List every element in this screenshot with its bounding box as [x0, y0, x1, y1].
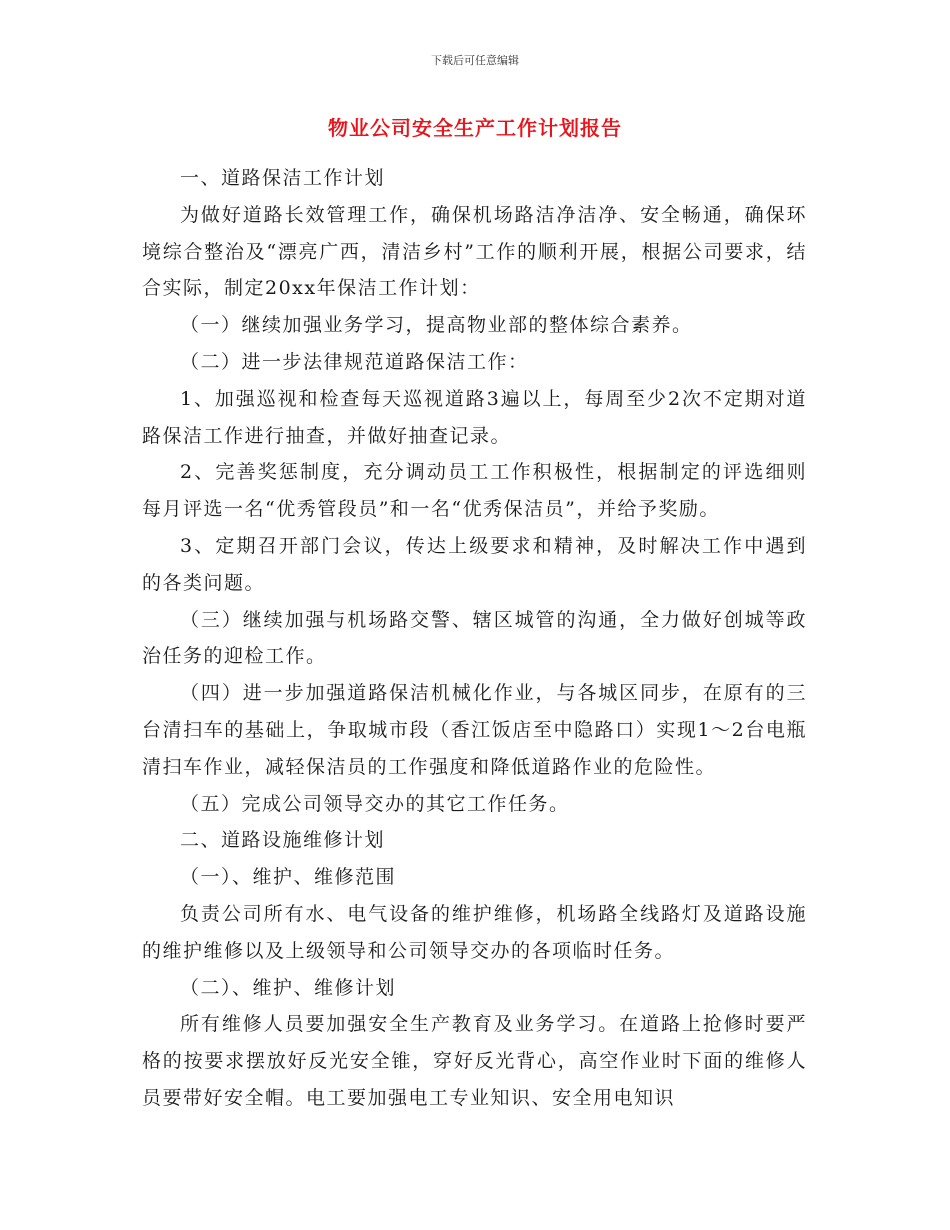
paragraph: 2、完善奖惩制度，充分调动员工工作积极性，根据制定的评选细则每月评选一名“优秀管段员”和一名“优秀保洁员”，并给予奖励。 — [142, 461, 807, 521]
paragraph: （一）、维护、维修范围 — [180, 866, 397, 889]
paragraph: 3、定期召开部门会议，传达上级要求和精神，及时解决工作中遇到的各类问题。 — [142, 534, 807, 594]
document-body — [142, 160, 807, 1117]
paragraph: 1、加强巡视和检查每天巡视道路3遍以上，每周至少2次不定期对道路保洁工作进行抽查，并做好抽查记录。 — [142, 387, 807, 447]
paragraph: （一）继续加强业务学习，提高物业部的整体综合素养。 — [180, 314, 693, 337]
paragraph: （三）继续加强与机场路交警、辖区城管的沟通，全力做好创城等政治任务的迎检工作。 — [142, 608, 807, 668]
section-heading-1: 一、道路保洁工作计划 — [180, 167, 386, 189]
paragraph: 负责公司所有水、电气设备的维护维修，机场路全线路灯及道路设施的维护维修以及上级领导和公司领导交办的各项临时任务。 — [142, 902, 807, 962]
paragraph: 所有维修人员要加强安全生产教育及业务学习。在道路上抢修时要严格的按要求摆放好反光安全锥，穿好反光背心，高空作业时下面的维修人员要带好安全帽。电工要加强电工专业知识、安全用电知识 — [142, 1013, 807, 1109]
paragraph: （四）进一步加强道路保洁机械化作业，与各城区同步，在原有的三台清扫车的基础上，争取城市段（香江饭店至中隐路口）实现1～2台电瓶清扫车作业，减轻保洁员的工作强度和降低道路作业的危险性。 — [142, 682, 807, 778]
paragraph: 为做好道路长效管理工作，确保机场路洁净洁净、安全畅通，确保环境综合整治及“漂亮广西，清洁乡村”工作的顺利开展，根据公司要求，结合实际，制定20xx年保洁工作计划： — [142, 203, 807, 300]
paragraph: （二）进一步法律规范道路保洁工作： — [180, 350, 529, 373]
page-header: 下载后可任意编辑 — [431, 54, 519, 67]
section-heading-2: 二、道路设施维修计划 — [180, 829, 386, 852]
paragraph: （二）、维护、维修计划 — [180, 976, 397, 999]
document-title: 物业公司安全生产工作计划报告 — [328, 116, 622, 140]
paragraph: （五）完成公司领导交办的其它工作任务。 — [180, 792, 570, 815]
